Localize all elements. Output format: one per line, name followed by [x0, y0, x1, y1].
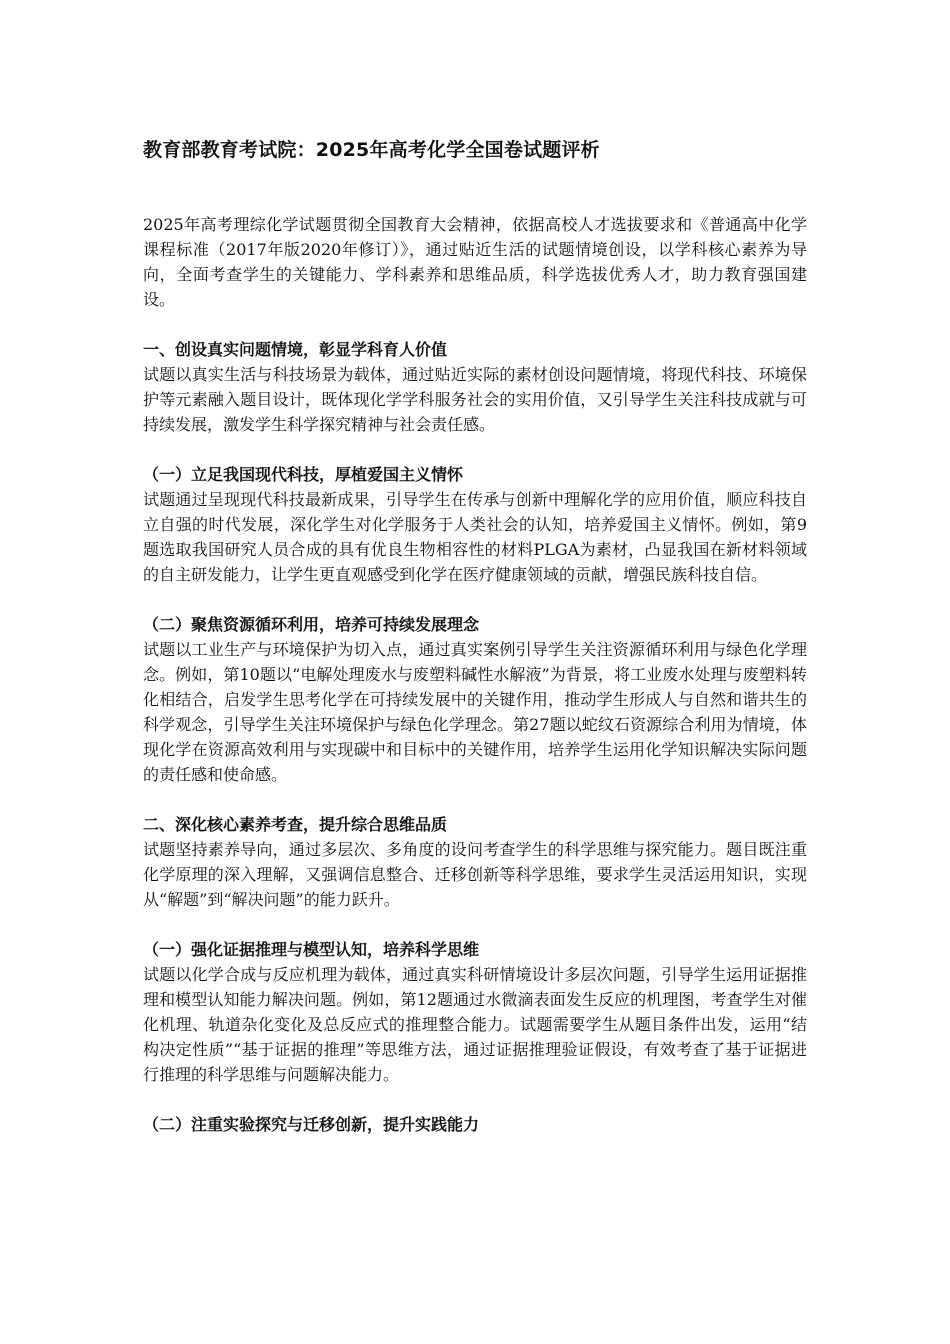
section-heading: （一）强化证据推理与模型认知，培养科学思维: [143, 940, 480, 959]
section-1: [143, 337, 807, 437]
document-body: [143, 212, 807, 1137]
section-heading: 一、创设真实问题情境，彰显学科育人价值: [143, 340, 448, 359]
section-paragraph: 试题以工业生产与环境保护为切入点，通过真实案例引导学生关注资源循环利用与绿色化学理念。例如，第10题以“电解处理废水与废塑料碱性水解液”为背景，将工业废水处理与废塑料转化相结合，启发学生思考化学在可持续发展中的关键作用，推动学生形成人与自然和谐共生的科学观念，引导学生关注环境保护与绿色化学理念。第27题以蛇纹石资源综合利用为情境，体现化学在资源高效利用与实现碳中和目标中的关键作用，培养学生运用化学知识解决实际问题的责任感和使命感。: [143, 640, 807, 784]
section-paragraph: 试题以真实生活与科技场景为载体，通过贴近实际的素材创设问题情境，将现代科技、环境保护等元素融入题目设计，既体现化学学科服务社会的实用价值，又引导学生关注科技成就与可持续发展，激发学生科学探究精神与社会责任感。: [143, 365, 807, 434]
section-heading: 二、深化核心素养考查，提升综合思维品质: [143, 815, 448, 834]
section-paragraph: 试题以化学合成与反应机理为载体，通过真实科研情境设计多层次问题，引导学生运用证据推理和模型认知能力解决问题。例如，第12题通过水微滴表面发生反应的机理图，考查学生对催化机理、轨道杂化变化及总反应式的推理整合能力。试题需要学生从题目条件出发，运用“结构决定性质”“基于证据的推理”等思维方法，通过证据推理验证假设，有效考查了基于证据进行推理的科学思维与问题解决能力。: [143, 965, 807, 1084]
section-2-1: [143, 937, 807, 1087]
section-heading: （二）聚焦资源循环利用，培养可持续发展理念: [143, 615, 480, 634]
intro-paragraph: 2025年高考理综化学试题贯彻全国教育大会精神，依据高校人才选拔要求和《普通高中化学课程标准（2017年版2020年修订）》，通过贴近生活的试题情境创设，以学科核心素养为导向，全面考查学生的关键能力、学科素养和思维品质，科学选拔优秀人才，助力教育强国建设。: [143, 215, 807, 309]
section-paragraph: 试题坚持素养导向，通过多层次、多角度的设问考查学生的科学思维与探究能力。题目既注重化学原理的深入理解，又强调信息整合、迁移创新等科学思维，要求学生灵活运用知识，实现从“解题”到“解决问题”的能力跃升。: [143, 840, 807, 909]
section-1-2: [143, 612, 807, 787]
document-title: 教育部教育考试院：2025年高考化学全国卷试题评析: [143, 139, 600, 161]
section-1-1: [143, 462, 807, 587]
section-heading: （二）注重实验探究与迁移创新，提升实践能力: [143, 1115, 480, 1134]
section-2: [143, 812, 807, 912]
section-2-2: [143, 1112, 807, 1137]
section-paragraph: 试题通过呈现现代科技最新成果，引导学生在传承与创新中理解化学的应用价值，顺应科技自立自强的时代发展，深化学生对化学服务于人类社会的认知，培养爱国主义情怀。例如，第9题选取我国研究人员合成的具有优良生物相容性的材料PLGA为素材，凸显我国在新材料领域的自主研发能力，让学生更直观感受到化学在医疗健康领域的贡献，增强民族科技自信。: [143, 490, 807, 584]
section-heading: （一）立足我国现代科技，厚植爱国主义情怀: [143, 465, 464, 484]
